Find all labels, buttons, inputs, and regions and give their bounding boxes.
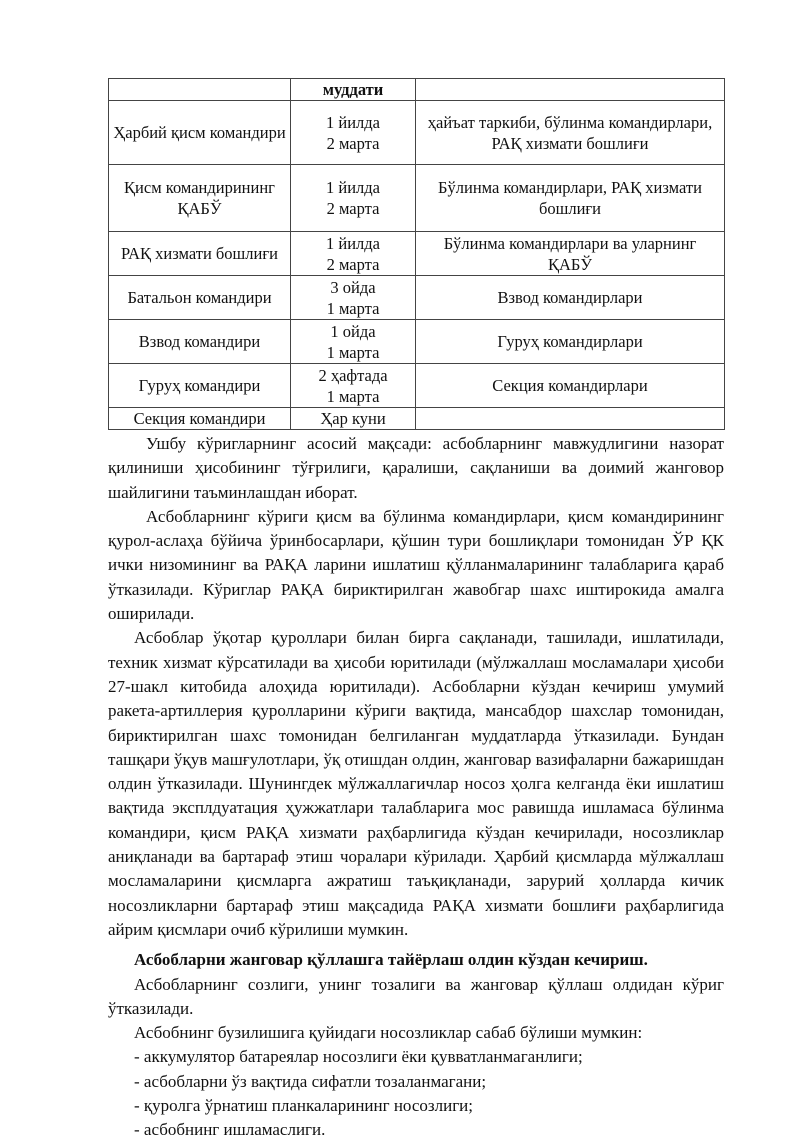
- table-header-cell: [109, 79, 291, 101]
- inspected-cell: Бўлинма командирлари, РАҚ хизмати бошлиғи: [416, 165, 725, 232]
- table-row: [109, 276, 725, 320]
- inspector-cell: Батальон командири: [109, 276, 291, 320]
- list-item: - асбобнинг ишламаслиги.: [134, 1120, 326, 1140]
- paragraph: Асбоблар ўқотар қуроллари билан бирга сақланади, ташилади, ишлатилади, техник хизмат кўрсатилади ва ҳисоби юритилади (мўлжаллаш мосламалари ҳисоби 27-шакл китобида алоҳида юритилади). Асбобларни кўздан кечириш умумий ракета-артиллерия қуролларини кўриги вақтида, мансабдор шахслар томонидан, бириктирилган шахс томонидан белгиланган муддатларда ўтказилади. Бундан ташқари ўқув машғулотлари, ўқ отишдан олдин, жанговар вазифаларни бажаришдан олдин ўтказилади. Шунингдек мўлжаллагичлар носоз ҳолга келганда ёки ишлатиш вақтида эксплдуатация ҳужжатлари талабларига мос равишда ишламаса бўлинма командири, қисм РАҚА хизмати раҳбарлигида кўздан кечирилади, носозликлар аниқланади ва бартараф этиш чоралари кўрилади. Ҳарбий қисмларда мўлжаллаш мосламаларини қисмларга ажратиш таъқиқланади, зарурий ҳолларда кичик носозликларни бартараф этиш мақсадида РАҚА хизмати бошлиғи раҳбарлигида айрим қисмлари очиб кўрилиши мумкин.: [108, 628, 724, 939]
- inspected-cell: Бўлинма командирлари ва уларнинг ҚАБЎ: [416, 232, 725, 276]
- frequency-cell: 3 ойда 1 марта: [291, 276, 416, 320]
- paragraph: Ушбу кўригларнинг асосий мақсади: асбобларнинг мавжудлигини назорат қилиниши ҳисобининг тўғрилиги, қаралиши, сақланиши ва доимий жанговор шайлигини таъминлашдан иборат.: [108, 434, 724, 502]
- frequency-cell: 1 йилда 2 марта: [291, 101, 416, 165]
- table-row: [109, 320, 725, 364]
- paragraph: Асбобнинг бузилишига қуйидаги носозликлар сабаб бўлиши мумкин:: [134, 1023, 643, 1043]
- list-item: - аккумулятор батареялар носозлиги ёки қувватланмаганлиги;: [134, 1047, 583, 1067]
- inspector-cell: Гуруҳ командири: [109, 364, 291, 408]
- inspected-cell: ҳайъат таркиби, бўлинма командирлари, РАҚ хизмати бошлиғи: [416, 101, 725, 165]
- frequency-cell: 1 йилда 2 марта: [291, 232, 416, 276]
- table-row: [109, 408, 725, 430]
- list-item: - асбобларни ўз вақтида сифатли тозаланмагани;: [134, 1071, 487, 1091]
- frequency-cell: 1 ойда 1 марта: [291, 320, 416, 364]
- table-row: [109, 364, 725, 408]
- list-item: - қуролга ўрнатиш планкаларининг носозлиги;: [134, 1096, 473, 1116]
- paragraph: Асбобларнинг созлиги, унинг тозалиги ва жанговар қўллаш олдидан кўриг ўтказилади.: [108, 974, 724, 1018]
- frequency-cell: 2 ҳафтада 1 марта: [291, 364, 416, 408]
- section-heading: Асбобларни жанговар қўллашга тайёрлаш олдин кўздан кечириш.: [134, 950, 648, 970]
- body-text: [108, 432, 724, 1143]
- inspector-cell: РАҚ хизмати бошлиғи: [109, 232, 291, 276]
- table-header-cell: [416, 79, 725, 101]
- frequency-cell: Ҳар куни: [291, 408, 416, 430]
- inspector-cell: Ҳарбий қисм командири: [109, 101, 291, 165]
- table-row: [109, 101, 725, 165]
- inspector-cell: Қисм командирининг ҚАБЎ: [109, 165, 291, 232]
- frequency-cell: 1 йилда 2 марта: [291, 165, 416, 232]
- inspected-cell: Секция командирлари: [416, 364, 725, 408]
- table-row: [109, 232, 725, 276]
- table-row: [109, 165, 725, 232]
- inspector-cell: Секция командири: [109, 408, 291, 430]
- inspector-cell: Взвод командири: [109, 320, 291, 364]
- paragraph: Асбобларнинг кўриги қисм ва бўлинма командирлари, қисм командирининг қурол-аслаҳа бўйича ўринбосарлари, қўшин тури бошлиқлари томонидан ЎР ҚК ички низомининг ва РАҚА ларини ишлатиш қўлланмаларининг талабларига қараб ўтказилади. Кўриглар РАҚА бириктирилган жавобгар шахс иштирокида амалга оширилади.: [108, 506, 724, 624]
- inspected-cell: [416, 408, 725, 430]
- inspected-cell: Взвод командирлари: [416, 276, 725, 320]
- table-header-cell: муддати: [291, 79, 416, 101]
- inspection-schedule-table: [108, 78, 725, 430]
- inspected-cell: Гуруҳ командирлари: [416, 320, 725, 364]
- document-page: [108, 78, 724, 1143]
- table-header-row: [109, 79, 725, 101]
